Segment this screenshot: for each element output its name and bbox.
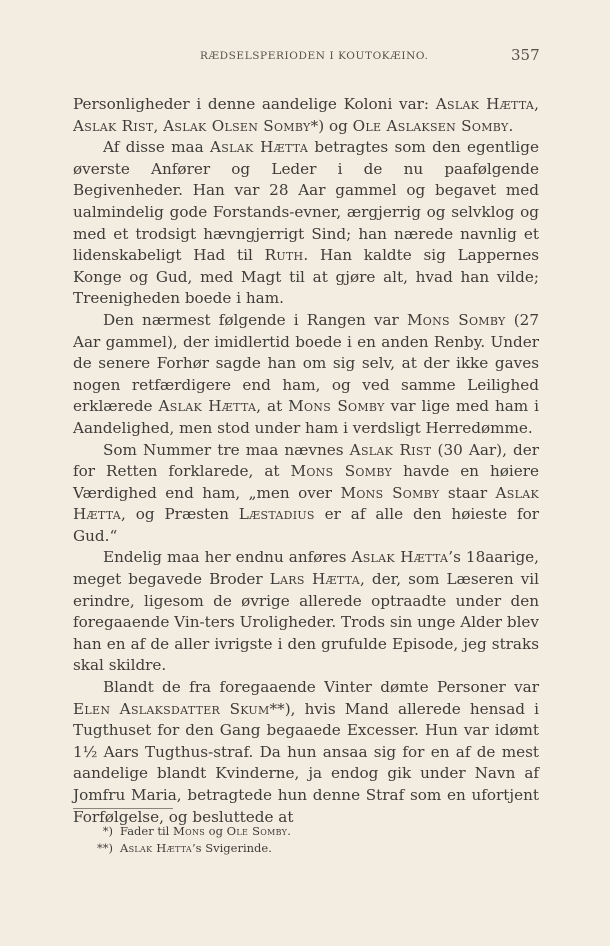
text-run: , og Præsten [120, 505, 239, 524]
name-smallcaps: Aslak Hætta [73, 483, 539, 524]
paragraph [73, 677, 539, 828]
name-smallcaps: Aslak Hætta [351, 548, 449, 567]
text-run: ’s Svigerinde. [192, 841, 272, 855]
text-run: Blandt de fra foregaaende Vinter dømte Personer var [103, 678, 539, 697]
name-smallcaps: Ruth [264, 246, 304, 265]
text-run: , der, som Læseren vil erindre, ligesom de øvrige allerede optraadte under den foregaaende Vin-ters Uroligheder. Trods sin unge Alder blev han en af de aller ivrigste i den grufulde Episode, jeg straks skal skildre. [73, 570, 539, 675]
text-run: **), hvis Mand allerede hensad i Tugthuset for den Gang begaaede Excesser. Hun var idømt 1½ Aars Tugthus-straf. Da hun ansaa sig for en af de mest aandelige blandt Kvinderne, ja endog gik under Navn af Jomfru Maria, betragtede hun denne Straf som en ufortjent Forfølgelse, og besluttede at [73, 699, 539, 826]
paragraph [73, 547, 539, 677]
footnote [86, 840, 291, 857]
running-title: RÆDSELSPERIODEN I KOUTOKÆINO. [200, 50, 429, 62]
name-smallcaps: Mons Somby [340, 483, 440, 502]
text-run: er af alle den høieste for Gud.“ [73, 505, 539, 545]
text-run: Endelig maa her endnu anføres [103, 548, 352, 567]
name-smallcaps: Lars Hætta [269, 570, 361, 589]
paragraph [73, 310, 539, 440]
text-run: havde en høiere Værdighed end ham, „men over [73, 462, 539, 502]
name-smallcaps: Ole Somby [226, 824, 288, 838]
name-smallcaps: Elen Aslaksdatter Skum [73, 699, 270, 718]
text-run: . Han kaldte sig Lappernes Konge og Gud, med Magt til at gjøre alt, hvad han vilde; Treenigheden boede i ham. [73, 246, 539, 308]
name-smallcaps: Aslak Hætta [210, 138, 309, 157]
text-run: ’s 18aarige, meget begavede Broder [73, 548, 540, 589]
text-run: og [205, 824, 227, 838]
page-number: 357 [511, 46, 540, 64]
name-smallcaps: Mons Somby [406, 310, 506, 329]
name-smallcaps: Mons Somby [290, 462, 393, 481]
name-smallcaps: Aslak Hætta [158, 397, 257, 416]
text-run: , [534, 95, 539, 113]
name-smallcaps: Mons Somby [288, 397, 385, 416]
text-run: staar [439, 483, 496, 502]
text-run: var lige med ham i Aandelighed, men stod under ham i verdsligt Herredømme. [73, 397, 539, 437]
name-smallcaps: Aslak Rist [349, 440, 432, 459]
paragraph [73, 440, 539, 548]
paragraph [73, 137, 539, 310]
text-run: , at [256, 397, 289, 416]
footnote [86, 823, 291, 840]
text-run: Af disse maa [103, 138, 210, 157]
name-smallcaps: Aslak Rist [73, 116, 154, 135]
text-run: Som Nummer tre maa nævnes [103, 440, 350, 459]
text-run: *) og [310, 116, 353, 135]
footnote-rule [73, 808, 173, 809]
name-smallcaps: Aslak Hætta [120, 841, 193, 855]
text-run: . [287, 824, 291, 838]
footnote-mark: *) [102, 824, 113, 838]
text-run: (27 Aar gammel), der imidlertid boede i en anden Renby. Under de senere Forhør sagde han om sig selv, at der ikke gaves nogen retfærdigere end ham, og ved samme Leilighed erklærede [73, 310, 539, 416]
name-smallcaps: Mons [173, 824, 206, 838]
text-run: (30 Aar), der for Retten forklarede, at [73, 440, 539, 481]
footnotes [86, 823, 291, 857]
text-run: betragtes som den egentlige øverste Anfører og Leder i de nu paafølgende Begivenheder. Han var 28 Aar gammel og begavet med ualmindelig gode Forstands-evner, ærgjerrig og selvklog og med et trodsigt hævngjerrigt Sind; han nærede navnlig et lidenskabeligt Had til [73, 138, 540, 265]
text-run: . [508, 116, 514, 135]
name-smallcaps: Ole Aslaksen Somby [352, 116, 509, 135]
text-run: Personligheder i denne aandelige Koloni var: [73, 95, 436, 113]
name-smallcaps: Aslak Hætta [435, 95, 535, 113]
footnote-text [120, 840, 272, 857]
footnote-text [120, 823, 291, 840]
name-smallcaps: Læstadius [238, 505, 315, 524]
paragraph [73, 94, 539, 137]
body-text [73, 94, 539, 828]
text-run: , [153, 116, 164, 135]
name-smallcaps: Aslak Olsen Somby [163, 116, 311, 135]
text-run: Fader til [120, 824, 174, 838]
footnote-mark: **) [97, 841, 113, 855]
text-run: Den nærmest følgende i Rangen var [103, 310, 407, 329]
